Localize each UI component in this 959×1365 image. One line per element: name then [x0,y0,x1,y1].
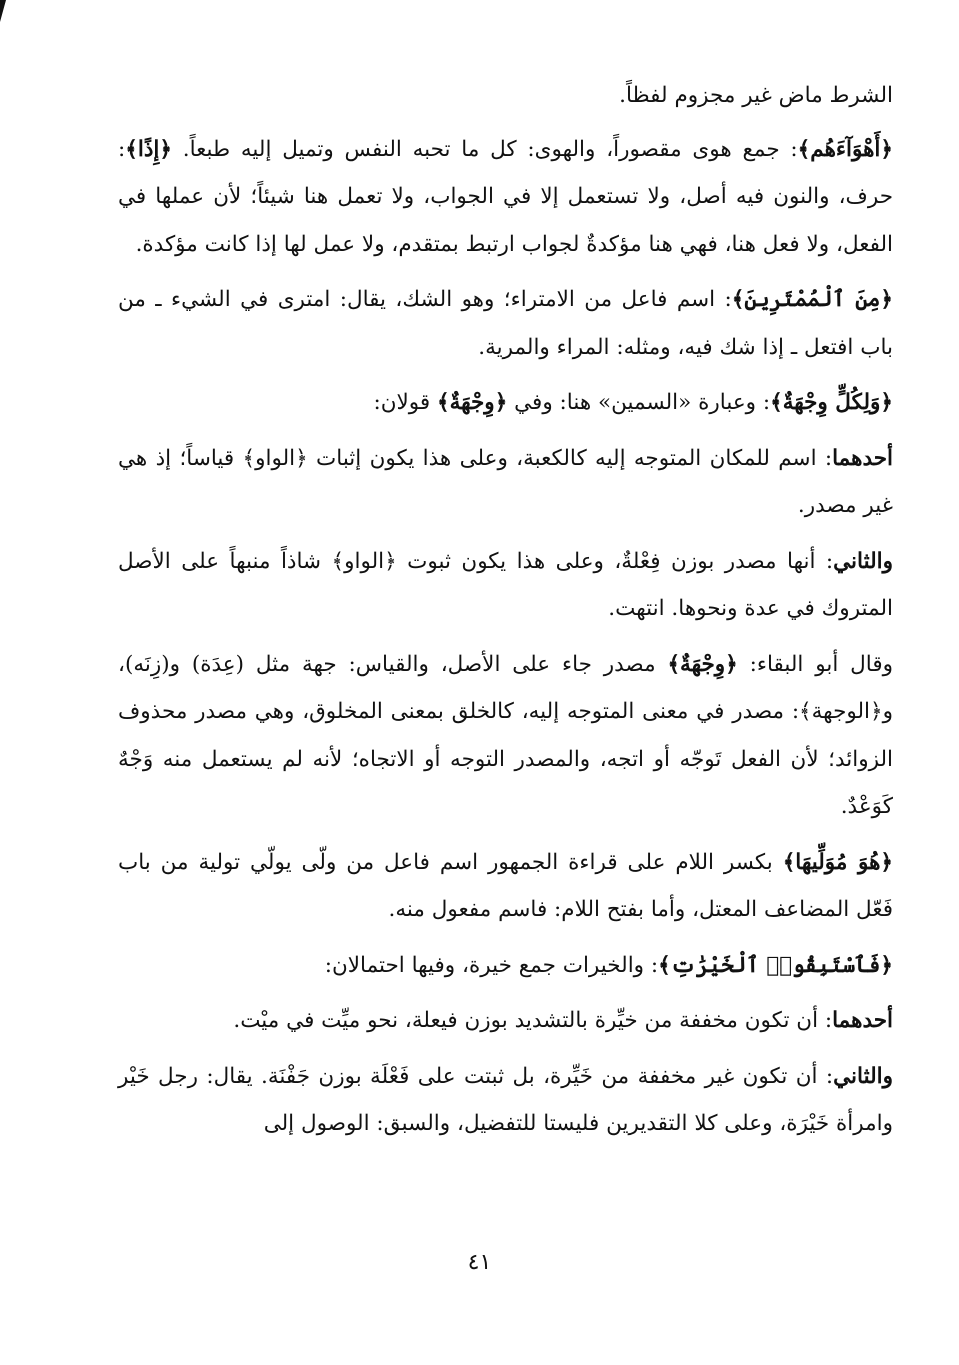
paragraph-p1 [118,72,893,120]
paragraph-text: : أن تكون مخففة من خيِّرة بالتشديد بوزن فيعلة، نحو ميِّت في ميْت. [233,1008,833,1033]
paragraph-p11 [118,1053,893,1148]
paragraph-text: : أنها مصدر بوزن فِعْلةٌ، وعلى هذا يكون ثبوت ﴿الواو﴾ شاذاً منبهاً على الأصل المتروك في عدة ونحوها. انتهت. [118,548,893,621]
quran-citation: ﴿مِنَ ٱلْمُمْتَرِينَ﴾ [731,287,893,312]
paragraph-text: وقال أبو البقاء: [737,651,893,677]
paragraph-text: قولان: [373,390,437,415]
bold-term: أحدهما [832,1008,893,1033]
paragraph-p8 [118,839,893,934]
paragraph-text: : جمع هوى مقصوراً، والهوى: كل ما تحبه النفس وتميل إليه طبعاً. [171,136,798,162]
paragraph-p6 [118,538,893,633]
quran-citation: ﴿وِجْهَةٌ﴾ [436,390,508,415]
paragraph-p5 [118,435,893,530]
paragraph-p10 [118,997,893,1045]
paragraph-p7 [118,641,893,831]
paragraph-p3 [118,276,893,371]
quran-citation: ﴿فَٱسْتَبِقُوا۟ ٱلْخَيْرَٰتِ﴾ [658,952,893,978]
paragraph-p9 [118,942,893,990]
paragraph-p2 [118,126,893,269]
paragraph-text: : اسم فاعل من الامتراء؛ وهو الشك، يقال: امترى في الشيء ـ من باب افتعل ـ إذا شك فيه، ومثله: المراء والمرية. [118,287,893,360]
paragraph-text: : والخيرات جمع خيرة، وفيها احتمالان: [324,952,659,978]
bold-term: أحدهما [832,445,893,471]
quran-citation: ﴿وَلِكُلٍّ وِجْهَةٌ﴾ [770,390,893,415]
paragraph-p4 [118,379,893,427]
paragraph-text: : أن تكون غير مخففة من خَيِّرة، بل ثبتت على فَعْلَة بوزن جَفْنَة. يقال: رجل خَيْر وامرأة خَيْرَة، وعلى كلا التقديرين فليستا للتفضيل، والسبق: الوصول إلى [118,1063,893,1136]
document-body [118,72,893,1156]
paragraph-text: الشرط ماض غير مجزوم لفظاً. [619,83,893,108]
quran-citation: ﴿أَهْوَآءَهُم﴾ [797,136,893,162]
quran-citation: ﴿وِجْهَةٌ﴾ [667,651,738,677]
paragraph-text: : اسم للمكان المتوجه إليه كالكعبة، وعلى هذا يكون إثبات ﴿الواو﴾ قياساً؛ إذ هي غير مصدر. [118,445,893,518]
page-number: ٤١ [467,1250,492,1275]
page-corner-mark [0,0,6,22]
quran-citation: ﴿إِذًا﴾ [125,136,172,162]
paragraph-text: : حرف، والنون فيه أصل، ولا تستعمل إلا في الجواب، ولا تعمل هنا شيئاً؛ لأن عملها في الفعل، ولا فعل هنا، فهي هنا مؤكدةٌ لجواب ارتبط بمتقدم، ولا عمل لها إذا كانت مؤكدة. [118,136,893,257]
paragraph-text: : وعبارة «السمين» هنا: وفي [507,390,771,415]
paragraph-text: مصدر جاء على الأصل، والقياس: جهة مثل (عِدَة) و(زِنَه)، و﴿الوجهة﴾: مصدر في معنى المتوجه إليه، كالخلق بمعنى المخلوق، وهي مصدر محذوف الزوائد؛ لأن الفعل تَوجّه أو اتجه، والمصدر التوجه أو الاتجاه؛ لأنه لم يستعمل منه وَجْهٌ كَوَعْدٌ. [118,651,893,819]
bold-term: والثاني [833,1063,893,1089]
quran-citation: ﴿هُوَ مُوَلِّيهَا﴾ [782,849,894,875]
bold-term: والثاني [833,548,893,574]
paragraph-text: بكسر اللام على قراءة الجمهور اسم فاعل من ولّى يولّي تولية من باب فَعّل المضاعف المعتل، وأما بفتح اللام: فاسم مفعول منه. [118,849,893,922]
